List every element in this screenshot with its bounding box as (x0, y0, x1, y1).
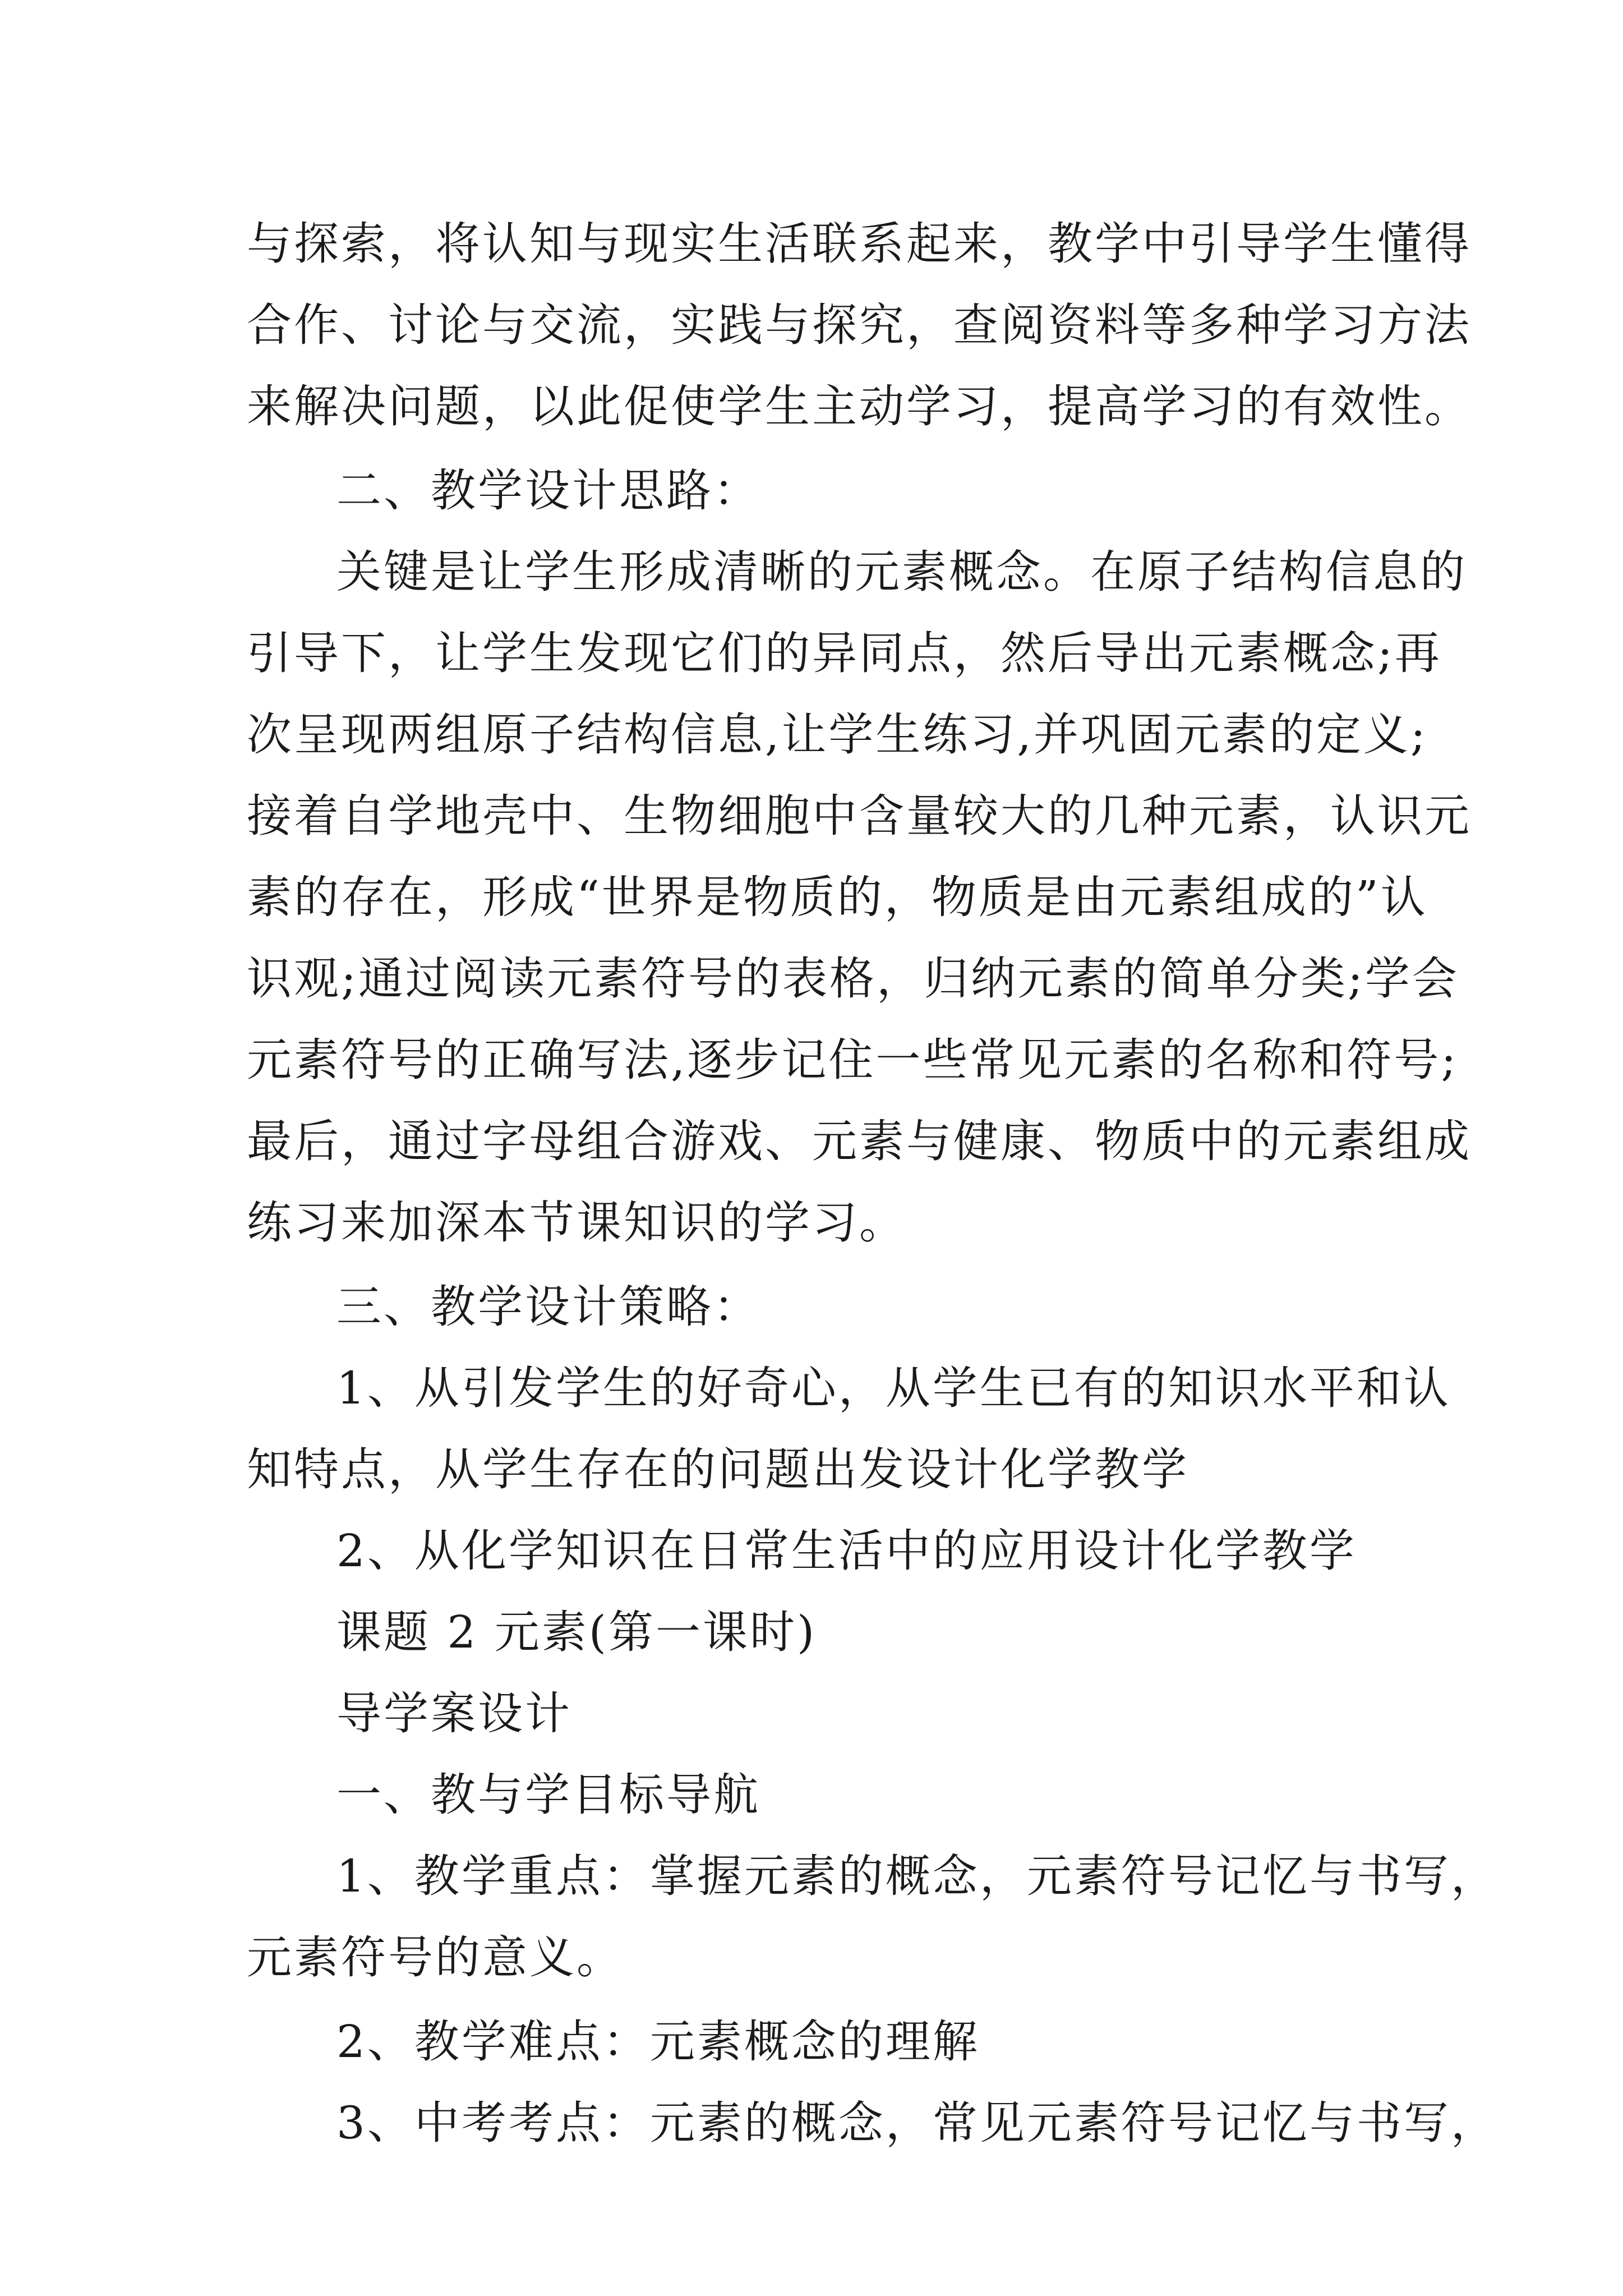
paragraph-line: 1、从引发学生的好奇心，从学生已有的知识水平和认 (336, 1362, 1451, 1414)
paragraph-line: 3、中考考点：元素的概念，常见元素符号记忆与书写， (336, 2097, 1498, 2149)
paragraph-line: 元素符号的意义。 (247, 1931, 624, 1984)
paragraph-line: 次呈现两组原子结构信息,让学生练习,并巩固元素的定义; (247, 708, 1428, 761)
section-heading: 三、教学设计策略： (336, 1281, 760, 1333)
section-heading: 一、教与学目标导航 (336, 1769, 760, 1821)
paragraph-line: 素的存在，形成“世界是物质的，物质是由元素组成的”认 (247, 871, 1428, 923)
paragraph-line: 知特点，从学生存在的问题出发设计化学教学 (247, 1443, 1189, 1496)
paragraph-line: 元素符号的正确写法,逐步记住一些常见元素的名称和符号; (247, 1034, 1459, 1086)
section-heading: 二、教学设计思路： (336, 464, 760, 517)
paragraph-line: 来解决问题，以此促使学生主动学习，提高学习的有效性。 (247, 380, 1472, 432)
paragraph-line: 1、教学重点：掌握元素的概念，元素符号记忆与书写， (336, 1850, 1498, 1902)
lesson-title: 课题 2 元素(第一课时) (336, 1606, 817, 1658)
paragraph-line: 最后，通过字母组合游戏、元素与健康、物质中的元素组成 (247, 1115, 1472, 1167)
section-heading: 导学案设计 (336, 1687, 572, 1740)
paragraph-line: 与探索，将认知与现实生活联系起来，教学中引导学生懂得 (247, 218, 1472, 270)
paragraph-line: 练习来加深本节课知识的学习。 (247, 1197, 906, 1249)
paragraph-line: 2、教学难点：元素概念的理解 (336, 2016, 980, 2068)
paragraph-line: 引导下，让学生发现它们的异同点，然后导出元素概念;再 (247, 627, 1442, 679)
paragraph-line: 接着自学地壳中、生物细胞中含量较大的几种元素，认识元 (247, 790, 1472, 842)
paragraph-line: 识观;通过阅读元素符号的表格，归纳元素的简单分类;学会 (247, 953, 1459, 1005)
paragraph-line: 关键是让学生形成清晰的元素概念。在原子结构信息的 (336, 546, 1467, 598)
paragraph-line: 2、从化学知识在日常生活中的应用设计化学教学 (336, 1525, 1357, 1577)
paragraph-line: 合作、讨论与交流，实践与探究，查阅资料等多种学习方法 (247, 299, 1472, 351)
